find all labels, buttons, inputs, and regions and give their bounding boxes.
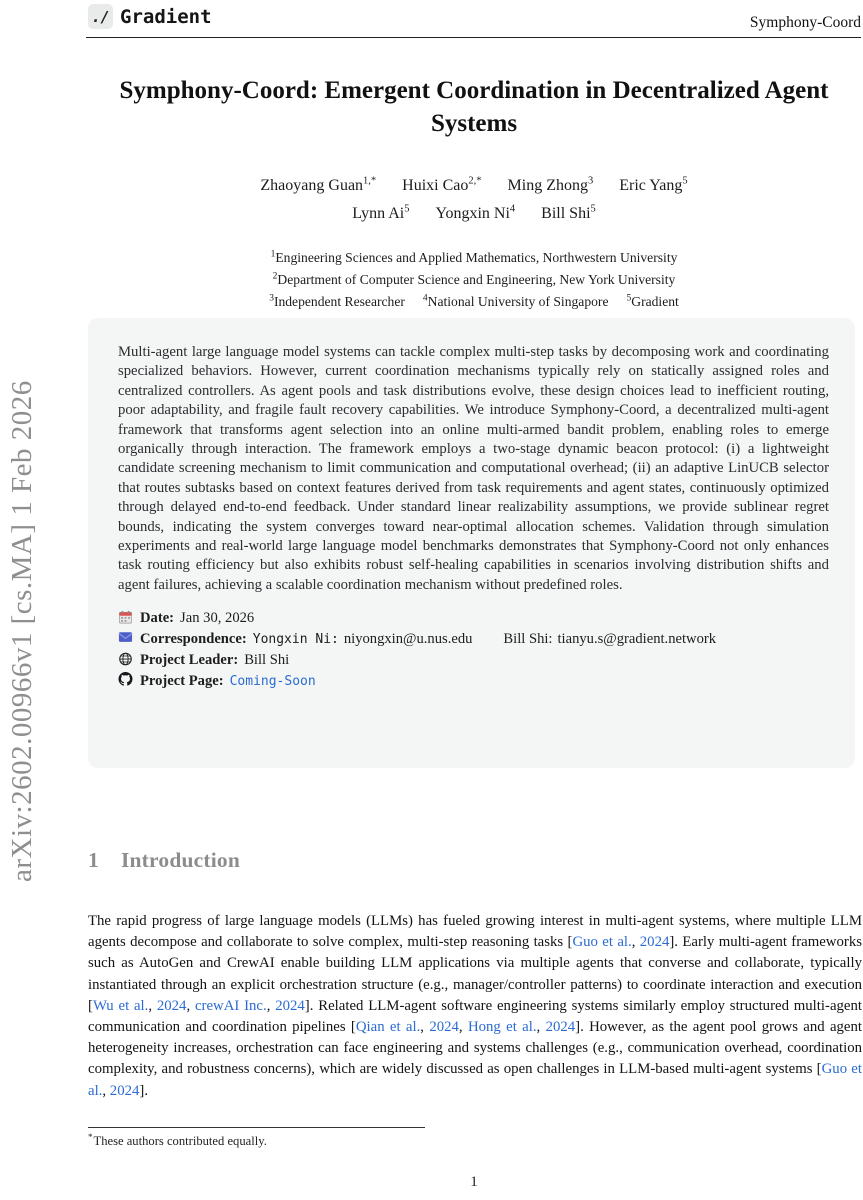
section-heading-introduction [88,848,240,873]
section-number: 1 [88,848,99,872]
page-number: 1 [470,1174,478,1190]
running-title: Symphony-Coord [749,14,861,31]
author-name: Zhaoyang Guan$^{1,*}$ [260,176,377,195]
affiliation-item: $^1$Engineering Sciences and Applied Mathematics, Northwestern University [270,249,678,265]
affiliation-item: $^3$Independent Researcher [269,293,405,309]
correspondence-row [118,629,829,651]
paper-title: Symphony-Coord: Emergent Coordination in Decentralized Agent Systems [119,77,829,137]
project-page-row [118,671,829,693]
affiliation-item: $^4$National University of Singapore [422,293,609,309]
correspondence-name-1: Yongxin Ni: [252,631,339,647]
citation-link[interactable]: Hong et al. [467,1019,537,1036]
footnote-divider [88,1127,425,1128]
affiliation-line [88,245,860,267]
metadata-block [118,608,829,692]
author-name: Lynn Ai$^5$ [352,203,410,222]
author-name: Yongxin Ni$^4$ [435,203,516,222]
citation-link[interactable]: 2024 [429,1019,459,1036]
gradient-logo-text: Gradient [120,5,212,28]
mail-icon [118,630,133,644]
header-divider [86,37,861,38]
introduction-paragraph: The rapid progress of large language models (LLMs) has fueled growing interest in multi-agent systems, where multiple LLM agents decompose and collaborate to solve complex, multi-step reasoning tasks [Guo et al., 2024]. Early multi-agent frameworks such as AutoGen and CrewAI enable building LLM applications via multiple agents that converse and collaborate, typically instantiated through an explicit orchestration structure (e.g., manager/controller patterns) to coordinate interaction and execution [Wu et al., 2024, crewAI Inc., 2024]. Related LLM-agent software engineering systems similarly employ structured multi-agent communication and coordination pipelines [Qian et al., 2024, Hong et al., 2024]. However, as the agent pool grows and agent heterogeneity increases, orchestration can face engineering and systems challenges (e.g., communication overhead, coordination complexity, and robustness concerns), which are widely discussed as open challenges in LLM-based multi-agent systems [Guo et al., 2024]. [88,913,863,1099]
gradient-logo-icon: ./ [88,4,113,29]
gradient-logo [88,4,212,29]
citation-link[interactable]: 2024 [275,997,305,1014]
correspondence-label: Correspondence: [140,630,247,647]
author-line-2 [88,197,860,224]
affiliation-line [88,289,860,311]
abstract-text: Multi-agent large language model systems can tackle complex multi-step tasks by decomposing work and coordinating specialized behaviors. However, current coordination mechanisms typically rely on statically assigned roles and centralized controllers. As agent pools and task distributions evolve, these design choices lead to inefficient routing, poor adaptability, and fragile fault recovery capabilities. We introduce Symphony-Coord, a decentralized multi-agent framework that transforms agent selection into an online multi-armed bandit problem, enabling roles to emerge organically through interaction. The framework employs a two-stage dynamic beacon protocol: (i) a lightweight candidate screening mechanism to limit communication and computational overhead; (ii) an adaptive LinUCB selector that routes subtasks based on context features derived from task requirements and agent states, continuously optimized through delayed end-to-end feedback. Under standard linear realizability assumptions, we provide sublinear regret bounds, indicating the system converges toward near-optimal allocation schemes. Validation through simulation experiments and real-world large language model benchmarks demonstrates that Symphony-Coord not only enhances task routing efficiency but also exhibits robust self-healing capabilities in scenarios involving distribution shifts and agent failures, achieving a scalable coordination mechanism without predefined roles. [118,344,829,593]
project-page-label: Project Page: [140,672,224,689]
author-line-1 [88,170,860,197]
affiliation-list [88,245,860,311]
footnote-marker: * [88,1132,93,1142]
calendar-icon [118,610,133,624]
date-value: Jan 30, 2026 [180,610,255,627]
citation-link[interactable]: Guo et al. [572,934,632,951]
affiliation-line [88,267,860,289]
citation-link[interactable]: Wu et al. [92,997,149,1014]
citation-link[interactable]: 2024 [545,1019,576,1036]
citation-link[interactable]: Qian et al. [355,1019,421,1036]
citation-link[interactable]: crewAI Inc. [194,997,267,1014]
citation-link[interactable]: Guo et al. [88,1061,862,1099]
citation-link[interactable]: 2024 [156,997,187,1014]
affiliation-item: $^2$Department of Computer Science and Engineering, New York University [272,271,676,287]
github-icon [118,672,133,686]
affiliation-item: $^5$Gradient [626,293,679,309]
correspondence-name-2: Bill Shi: [503,630,553,647]
author-list [88,170,860,225]
page-header [86,0,861,38]
abstract-box [88,318,855,768]
citation-link[interactable]: 2024 [109,1082,140,1099]
project-leader-value: Bill Shi [244,652,290,669]
correspondence-email-1: niyongxin@u.nus.edu [343,630,473,647]
author-name: Huixi Cao$^{2,*}$ [402,176,482,195]
date-label: Date: [140,610,175,627]
globe-icon [118,652,133,666]
footnote-text: These authors contributed equally. [93,1134,267,1149]
arxiv-watermark: arXiv:2602.00966v1 [cs.MA] 1 Feb 2026 [6,380,38,882]
footnote [88,1132,267,1149]
author-name: Bill Shi$^5$ [541,203,596,222]
author-name: Ming Zhong$^3$ [507,176,594,195]
correspondence-email-2: tianyu.s@gradient.network [557,630,717,647]
project-page-link[interactable]: Coming-Soon [229,673,316,689]
citation-link[interactable]: 2024 [639,934,670,951]
section-title: Introduction [120,848,241,872]
date-row [118,608,829,629]
project-leader-row [118,650,829,671]
project-leader-label: Project Leader: [140,652,239,669]
author-name: Eric Yang$^5$ [619,176,688,195]
